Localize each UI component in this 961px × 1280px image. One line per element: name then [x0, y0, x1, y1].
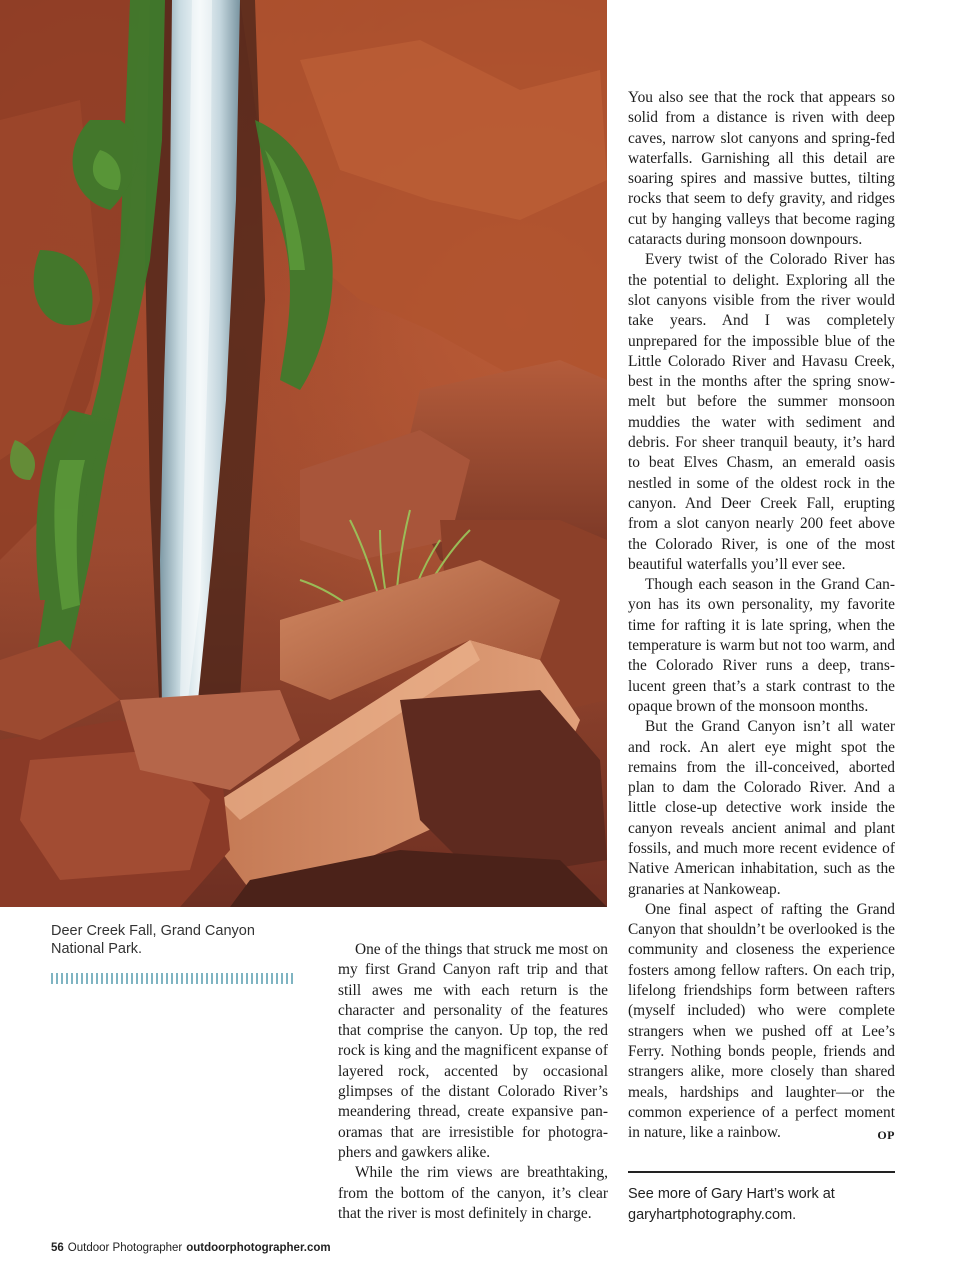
paragraph: Though each season in the Grand Canyon has its own personality, my favorite time for rafting it is late spring, when the temperature is warm but not too warm, and the Colorado River runs a deep, translucent green that’s a stark contrast to the opaque brown of the monsoon months.: [628, 576, 895, 715]
article-column-left: [338, 940, 608, 1224]
paragraph: While the rim views are breathtaking, from the bottom of the canyon, it’s clear that the river is most definitely in charge.: [338, 1164, 608, 1222]
magazine-name: Outdoor Photographer: [67, 1242, 183, 1254]
paragraph: One of the things that struck me most on my first Grand Canyon raft trip and that still awes me with each return is the character and personality of the features that comprise the canyon. Up top, the red rock is king and the magnificent expanse of layered rock, accented by occasional glimpses of the distant Colorado River’s meandering thread, create expansive panoramas that are irresistible for photographers and gawkers alike.: [338, 941, 608, 1161]
caption-decorative-rule: [51, 973, 296, 984]
paragraph: But the Grand Canyon isn’t all water and rock. An alert eye might spot the remains from the ill-conceived, aborted plan to dam the Colorado River. And a little close-up detective work inside the canyon reveals ancient animal and plant fossils, and much more recent evidence of Native American inhabitation, such as the granaries at Nankoweap.: [628, 718, 895, 898]
magazine-url[interactable]: outdoorphotographer.com: [186, 1242, 331, 1254]
page-footer: [51, 1242, 331, 1254]
article-column-right: [628, 88, 895, 1145]
end-mark: OP: [877, 1128, 895, 1143]
waterfall-illustration: [0, 0, 607, 907]
waterfall-photo: [0, 0, 607, 907]
photographer-credit: See more of Gary Hart’s work at garyhartphotography.com.: [628, 1186, 835, 1223]
credit-divider: [628, 1171, 895, 1173]
photo-caption: Deer Creek Fall, Grand Canyon National Park.: [51, 923, 255, 957]
paragraph: Every twist of the Colorado River has the potential to delight. Exploring all the slot canyons visible from the river would take years. And I was completely unprepared for the impossible blue of the Little Colorado River and Havasu Creek, best in the months after the spring snowmelt but before the summer monsoon muddies the water with sediment and debris. For sheer tranquil beauty, it’s hard to beat Elves Chasm, an emerald oasis nestled in some of the oldest rock in the canyon. And Deer Creek Fall, erupting from a slot canyon nearly 200 feet above the Colorado River, is one of the most beautiful waterfalls you’ll ever see.: [628, 251, 895, 573]
paragraph-final: [628, 900, 895, 1144]
page-number: 56: [51, 1242, 64, 1254]
paragraph: You also see that the rock that appears so solid from a distance is riven with deep caves, narrow slot canyons and spring-fed waterfalls. Garnishing all this detail are soaring spires and massive buttes, tilting rocks that seem to defy gravity, and ridges cut by hanging valleys that become raging cataracts during monsoon downpours.: [628, 89, 895, 249]
paragraph-final-text: One final aspect of rafting the Grand Canyon that shouldn’t be overlooked is the community and closeness the experience fosters among fellow rafters. On each trip, lifelong friendships form between rafters (myself included) who were complete strangers when we pushed off at Lee’s Ferry. Nothing bonds people, friends and strangers alike, more closely than shared meals, hardships and laughter—or the common experience of a perfect moment in nature, like a rainbow.: [628, 900, 895, 1142]
